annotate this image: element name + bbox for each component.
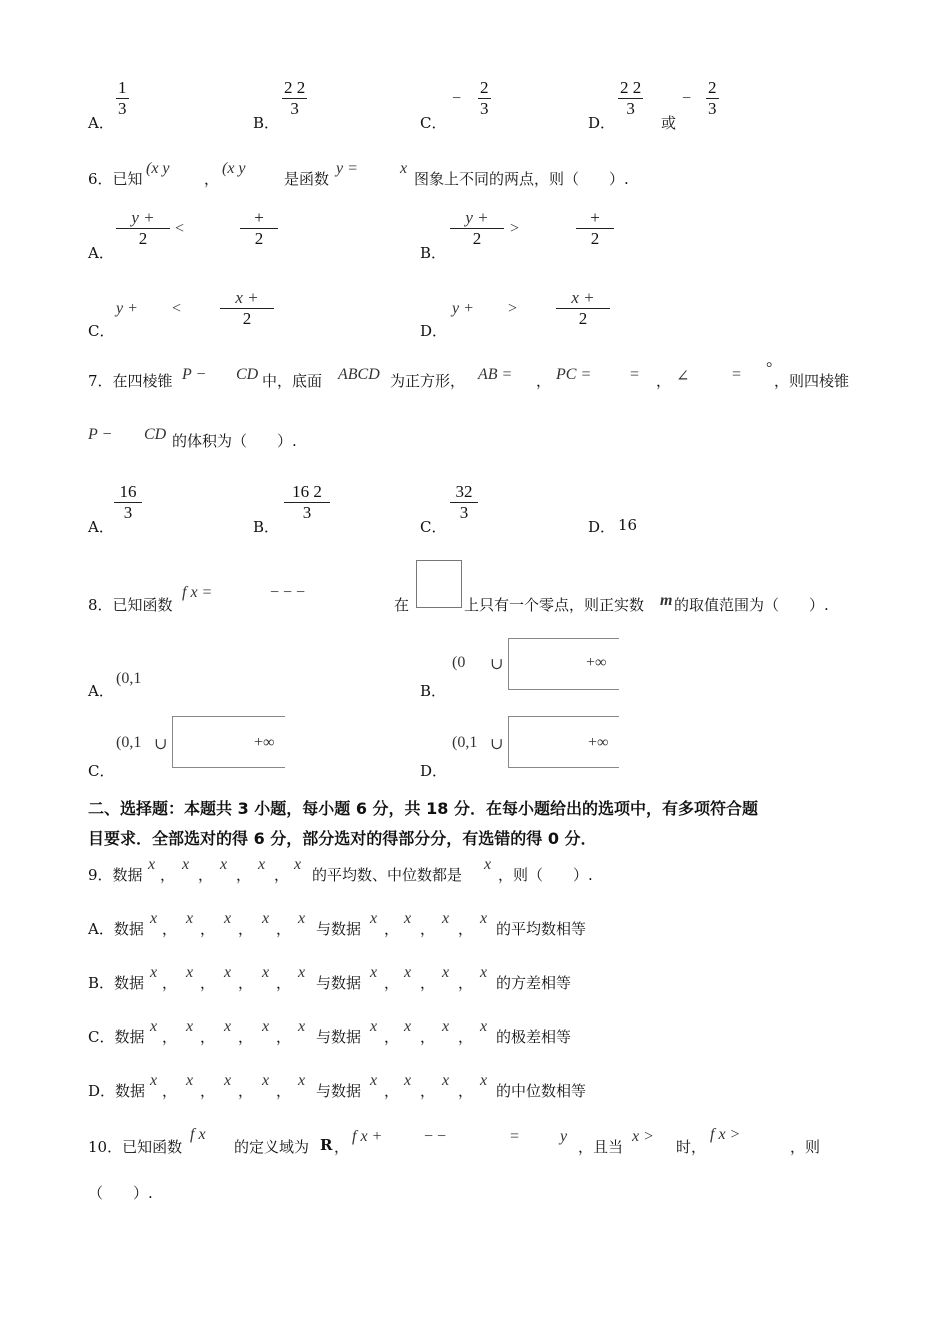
q6-option-a-relation: < [175,220,185,237]
q6-option-b-right-fraction: + 2 [576,208,614,249]
q6-option-b-label: B． [420,244,447,262]
q7-option-d-value: 16 [618,516,638,534]
q7-eq: = [630,366,640,383]
q6-option-a-left-fraction: y + 2 [116,208,170,249]
q5-option-d-or: 或 [661,114,677,132]
q5-option-d-fraction-2: 2 3 [708,78,717,118]
q10-condition: x > [632,1128,654,1145]
q6-option-b-relation: > [510,220,520,237]
q10-function: f x [190,1126,206,1143]
q10-shi: 时， [676,1138,707,1156]
q6-option-d-left: y + [452,300,474,317]
q8-option-c-value: (0,1 [116,734,142,751]
q7-angle: ∠ [676,368,690,385]
q7-line2-p: P − [88,426,113,443]
q9-x1: x [148,856,156,873]
q6-option-c-relation: < [172,300,182,317]
q6-function: y = [336,160,358,177]
q7-ab: AB = [478,366,513,383]
q9-x2: x [182,856,190,873]
q7-pyramid-cd: CD [236,366,259,383]
q9-option-d-end: 的中位数相等 [496,1082,587,1100]
q5-option-c-minus: − [452,90,462,107]
q9-option-d-label: D．数据 [88,1082,146,1100]
q7-base: ABCD [338,366,380,383]
q6-function-x: x [400,160,408,177]
q8-option-d-infinity: +∞ [588,734,609,751]
q9-x5: x [294,856,302,873]
q9-option-b-end: 的方差相等 [496,974,572,992]
q9-option-a-end: 的平均数相等 [496,920,587,938]
q8-option-c-cup: ∪ [154,736,168,753]
q6-option-c-left: y + [116,300,138,317]
q10-equation-eq: = [510,1128,520,1145]
q6-option-b-left-fraction: y + 2 [450,208,504,249]
q7-eq2: = [732,366,742,383]
q5-option-c-fraction: 2 3 [480,78,489,118]
q10-when: ，且当 [578,1138,624,1156]
q6-comma: ， [204,170,220,188]
q7-stem-mid2: 为正方形， [390,372,466,390]
q8-stem-end: 的取值范围为（ ）. [674,596,829,614]
q9-option-b-label: B．数据 [88,974,145,992]
section2-instructions-line1: 二、选择题：本题共 3 小题，每小题 6 分，共 18 分．在每小题给出的选项中，有多项符合题 [88,799,758,818]
q10-equation-left: f x + [352,1128,383,1145]
q8-stem-mid: 上只有一个零点，则正实数 [464,596,645,614]
q8-in: 在 [394,596,410,614]
q7-option-c-label: C． [420,518,447,536]
q9-option-c-end: 的极差相等 [496,1028,572,1046]
q9-x4: x [258,856,266,873]
q8-option-d-label: D． [420,762,448,780]
q7-option-d-label: D． [588,518,616,536]
q6-option-a-label: A． [88,244,114,262]
q7-stem-end: ，则四棱锥 [774,372,850,390]
q10-stem-start: 10．已知函数 [88,1138,183,1156]
q5-option-d-minus: − [682,90,692,107]
q9-option-c-label: C．数据 [88,1028,145,1046]
q7-option-b-label: B． [253,518,280,536]
q8-option-d-value: (0,1 [452,734,478,751]
q9-x3: x [220,856,228,873]
q7-stem-mid: 中，底面 [262,372,323,390]
q7-line2-cd: CD [144,426,167,443]
q8-interval-bracket [416,560,462,608]
q8-option-a-value: (0,1 [116,670,142,687]
q10-ze: ，则 [790,1138,821,1156]
q5-option-d-label: D． [588,114,616,132]
q8-m: m [660,592,673,609]
q7-option-a-label: A． [88,518,114,536]
q8-option-d-cup: ∪ [490,736,504,753]
q8-option-a-label: A． [88,682,114,700]
q9-option-a-label: A．数据 [88,920,144,938]
q6-option-c-label: C． [88,322,115,340]
q5-option-a-fraction: 1 3 [118,78,127,118]
q10-equation-ops: − − [424,1128,447,1145]
q6-point-1: (x y [146,160,170,177]
q6-stem-start: 6．已知 [88,170,143,188]
q5-option-b-fraction: 2 2 3 [284,78,306,118]
q7-degree: ° [766,360,773,377]
q7-pc: PC = [556,366,592,383]
q10-domain-R: R [320,1136,333,1154]
q6-option-d-relation: > [508,300,518,317]
q5-option-b-label: B． [253,114,280,132]
q8-option-c-infinity: +∞ [254,734,275,751]
q6-stem-end: 图象上不同的两点，则（ ）. [414,170,629,188]
q5-option-a-label: A． [88,114,114,132]
q6-stem-mid: 是函数 [284,170,330,188]
q6-option-a-right-fraction: + 2 [240,208,278,249]
q7-stem-start: 7．在四棱锥 [88,372,173,390]
q7-line2-text: 的体积为（ ）. [172,432,297,450]
q10-answer-blank: （ ）. [88,1184,153,1202]
q6-option-c-fraction: x + 2 [220,288,274,329]
q8-function-ops: − − − [270,584,306,601]
q8-option-b-value: (0 [452,654,466,671]
q10-domain-text: 的定义域为 [234,1138,310,1156]
q10-f-condition: f x > [710,1126,741,1143]
q6-point-2: (x y [222,160,246,177]
q7-option-c-fraction: 32 3 [450,482,478,523]
section2-instructions-line2: 目要求．全部选对的得 6 分，部分选对的得部分分，有选错的得 0 分． [88,829,597,848]
q9-mean-x: x [484,856,492,873]
q8-function: f x = [182,584,213,601]
q7-option-a-fraction: 16 3 [114,482,142,523]
exam-page: A． 1 3 B． 2 2 3 C． − 2 3 D． 2 2 3 或 − 2 3 6．已知 (x y ， (x y 是函数 y = x 图象上不同的两点，则（ ）. A． y + 2 < + 2 B． y + 2 > + 2 C． y + < x + 2 D． y + > x + 2 7．在四棱锥 P − CD 中，底面 ABCD 为正方形， AB = ， PC = = ， ∠ = ° ，则四棱锥 P − CD 的体积为（ ）. A． 16 3 B． 16 2 3 C． 32 3 D． 16 8．已知函数 f x = − − − 在 上只有一个零点，则正实数 m 的取值范围为（ ）. A． (0,1 B． (0 ∪ +∞ C． (0,1 ∪ +∞ D． (0,1 ∪ +∞ 二、选择题：本题共 3 小题，每小题 6 分，共 18 分．在每小题给出的选项中，有多项符合题 目要求．全部选对的得 6 分，部分选对的得部分分，有选错的得 0 分． 9．数据 x ， x ， x ， x ， x 的平均数、中位数都是 x ，则（ ）. A．数据 x ， x ， x ， x ， x 与数据 x ， x ， x ， x 的平均数相等 B．数据 x ， x ， x ， x ， x 与数据 x ， x ， x ， x 的方差相等 C．数据 x ， x ， x ， x ， x 与数据 x ， x ， x ， x 的极差相等 D．数据 x ， x ， x ， x ， x 与数据 x ， x ， x ， x 的中位数相等 10．已知函数 f x 的定义域为 R ， f x + − − = y ，且当 x > 时， f x > ，则 （ ）. [88,78,850,1202]
q5-option-d-fraction-1: 2 2 3 [620,78,642,118]
q8-option-b-label: B． [420,682,447,700]
q8-option-b-cup: ∪ [490,656,504,673]
q6-option-d-label: D． [420,322,448,340]
q10-equation-y: y [560,1128,568,1145]
q8-stem-start: 8．已知函数 [88,596,173,614]
q9-stem-end: ，则（ ）. [498,866,593,884]
q7-option-b-fraction: 16 2 3 [284,482,330,523]
q8-option-b-infinity: +∞ [586,654,607,671]
q5-option-c-label: C． [420,114,447,132]
q9-stem-mid: 的平均数、中位数都是 [312,866,463,884]
q9-stem-start: 9．数据 [88,866,143,884]
q8-option-c-label: C． [88,762,115,780]
q7-pyramid-p: P − [182,366,207,383]
q6-option-d-fraction: x + 2 [556,288,610,329]
